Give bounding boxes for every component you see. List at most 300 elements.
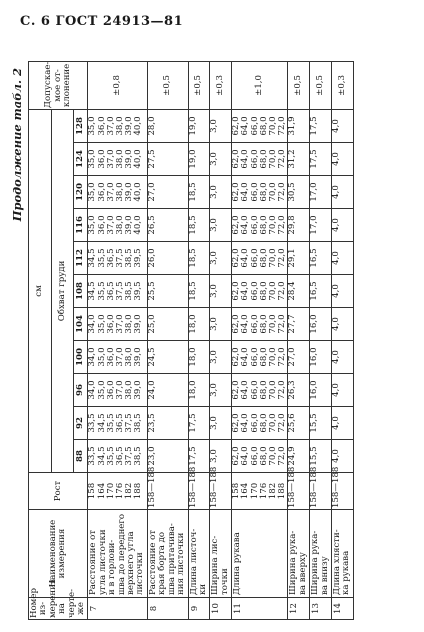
value-line: 36,0 bbox=[105, 347, 116, 367]
growth-value: 188 bbox=[133, 482, 144, 500]
value-cell bbox=[331, 209, 353, 242]
growth-value: 188 bbox=[277, 482, 288, 500]
value-cell bbox=[310, 341, 332, 374]
value-line: 16,5 bbox=[309, 281, 320, 301]
growth-cell bbox=[309, 466, 332, 510]
growth-value: 182 bbox=[267, 482, 278, 500]
value-line: 35,5 bbox=[96, 248, 107, 268]
value-cell bbox=[88, 209, 147, 242]
value-cell bbox=[88, 407, 147, 440]
tolerance-cell: ±0,5 bbox=[288, 61, 310, 109]
growth-cell bbox=[209, 466, 232, 510]
value-line: 62,0 bbox=[231, 149, 242, 169]
value-line: 66,0 bbox=[249, 248, 260, 268]
value-cell bbox=[232, 341, 288, 374]
value-line: 39,5 bbox=[133, 248, 144, 268]
value-line: 37,0 bbox=[105, 182, 116, 202]
growth-value: 164 bbox=[240, 482, 251, 500]
value-line: 31,9 bbox=[287, 116, 298, 136]
value-line: 31,2 bbox=[287, 149, 298, 169]
value-line: 38,5 bbox=[124, 248, 135, 268]
value-cell bbox=[210, 341, 232, 374]
value-cell bbox=[310, 308, 332, 341]
header-measure-number: Номер из-мерения на черте-же bbox=[29, 578, 87, 618]
value-line: 29,8 bbox=[287, 215, 298, 235]
value-line: 29,1 bbox=[287, 248, 298, 268]
value-line: 72,0 bbox=[277, 314, 288, 334]
value-line: 70,0 bbox=[267, 248, 278, 268]
value-line: 34,5 bbox=[87, 281, 98, 301]
value-cell bbox=[147, 176, 188, 209]
value-line: 70,0 bbox=[267, 215, 278, 235]
value-line: 33,5 bbox=[87, 446, 98, 466]
table-row bbox=[210, 61, 232, 619]
value-cell bbox=[188, 176, 210, 209]
value-line: 26,3 bbox=[287, 380, 298, 400]
value-line: 18,5 bbox=[187, 182, 198, 202]
growth-value: 158—188 bbox=[187, 466, 198, 508]
value-cell bbox=[288, 275, 310, 308]
size-header-cell: 128 bbox=[74, 109, 88, 142]
size-header-cell: 96 bbox=[74, 374, 88, 407]
value-line: 66,0 bbox=[249, 281, 260, 301]
value-line: 34,0 bbox=[87, 347, 98, 367]
value-line: 37,5 bbox=[124, 446, 135, 466]
growth-cell bbox=[88, 473, 147, 510]
value-line: 39,0 bbox=[124, 116, 135, 136]
value-cell bbox=[147, 242, 188, 275]
value-cell bbox=[88, 275, 147, 308]
page-header: С. 6 ГОСТ 24913—81 bbox=[20, 14, 184, 29]
growth-cell bbox=[187, 466, 210, 510]
value-line: 62,0 bbox=[231, 248, 242, 268]
value-line: 36,5 bbox=[115, 446, 126, 466]
value-line: 38,5 bbox=[133, 446, 144, 466]
value-line: 66,0 bbox=[249, 215, 260, 235]
value-line: 35,0 bbox=[96, 380, 107, 400]
value-cell bbox=[147, 374, 188, 407]
value-line: 4,0 bbox=[330, 416, 341, 430]
value-line: 25,6 bbox=[287, 413, 298, 433]
value-line: 4,0 bbox=[330, 383, 341, 397]
tolerance-cell: ±0,5 bbox=[188, 61, 210, 109]
value-line: 37,0 bbox=[105, 149, 116, 169]
value-line: 3,0 bbox=[209, 152, 220, 166]
value-line: 4,0 bbox=[330, 251, 341, 265]
value-line: 34,5 bbox=[96, 413, 107, 433]
value-line: 25,0 bbox=[146, 314, 157, 334]
value-line: 3,0 bbox=[209, 449, 220, 463]
value-cell bbox=[147, 275, 188, 308]
value-line: 24,9 bbox=[287, 446, 298, 466]
value-line: 62,0 bbox=[231, 380, 242, 400]
value-line: 66,0 bbox=[249, 380, 260, 400]
value-line: 3,0 bbox=[209, 383, 220, 397]
value-line: 18,5 bbox=[187, 281, 198, 301]
value-line: 18,0 bbox=[187, 347, 198, 367]
value-cell bbox=[232, 109, 288, 142]
value-line: 3,0 bbox=[209, 416, 220, 430]
value-cell bbox=[188, 242, 210, 275]
measure-name-line: Длина рукава bbox=[232, 532, 243, 595]
value-line: 17,5 bbox=[187, 413, 198, 433]
growth-value: 170 bbox=[105, 482, 116, 500]
value-line: 39,0 bbox=[124, 149, 135, 169]
value-cell bbox=[288, 341, 310, 374]
value-line: 36,5 bbox=[115, 413, 126, 433]
value-line: 39,0 bbox=[133, 347, 144, 367]
value-line: 37,0 bbox=[115, 380, 126, 400]
growth-cell bbox=[232, 473, 288, 510]
growth-cell bbox=[330, 466, 353, 510]
value-line: 37,0 bbox=[105, 215, 116, 235]
value-cell bbox=[210, 275, 232, 308]
value-cell bbox=[88, 143, 147, 176]
table-header-row bbox=[29, 61, 52, 619]
value-line: 68,0 bbox=[258, 215, 269, 235]
value-line: 24,5 bbox=[146, 347, 157, 367]
value-cell bbox=[331, 407, 353, 440]
value-line: 18,0 bbox=[187, 380, 198, 400]
value-line: 68,0 bbox=[258, 149, 269, 169]
value-cell bbox=[88, 109, 147, 142]
value-line: 62,0 bbox=[231, 446, 242, 466]
value-line: 68,0 bbox=[258, 380, 269, 400]
measure-name-line: верхнего угла bbox=[126, 531, 137, 595]
table-row bbox=[188, 61, 210, 619]
value-cell bbox=[331, 374, 353, 407]
value-cell bbox=[331, 242, 353, 275]
value-cell bbox=[188, 341, 210, 374]
tolerance-cell: ±0,3 bbox=[331, 61, 353, 109]
growth-value: 176 bbox=[258, 482, 269, 500]
value-line: 72,0 bbox=[277, 215, 288, 235]
measure-number-cell: 7 bbox=[88, 598, 147, 620]
value-line: 30,5 bbox=[287, 182, 298, 202]
tolerance-cell: ±0,8 bbox=[88, 61, 147, 109]
value-cell bbox=[147, 341, 188, 374]
value-cell bbox=[331, 176, 353, 209]
value-line: 64,0 bbox=[240, 347, 251, 367]
value-line: 17,0 bbox=[309, 182, 320, 202]
size-header-cell: 116 bbox=[74, 209, 88, 242]
value-line: 64,0 bbox=[240, 248, 251, 268]
value-line: 64,0 bbox=[240, 446, 251, 466]
growth-value: 158—188 bbox=[330, 466, 341, 508]
value-line: 28,4 bbox=[287, 281, 298, 301]
growth-value: 170 bbox=[249, 482, 260, 500]
value-cell bbox=[232, 407, 288, 440]
header-chest-girth: Обхват груди bbox=[51, 109, 74, 472]
growth-value: 158—188 bbox=[309, 466, 320, 508]
value-cell bbox=[331, 275, 353, 308]
value-line: 62,0 bbox=[231, 347, 242, 367]
value-line: 38,5 bbox=[133, 413, 144, 433]
value-line: 38,0 bbox=[124, 314, 135, 334]
value-cell bbox=[232, 374, 288, 407]
measure-name-line: шва притачива- bbox=[166, 523, 177, 595]
value-line: 15,5 bbox=[309, 446, 320, 466]
value-line: 26,0 bbox=[146, 248, 157, 268]
value-line: 18,5 bbox=[187, 215, 198, 235]
size-header-cell: 100 bbox=[74, 341, 88, 374]
size-header-cell: 112 bbox=[74, 242, 88, 275]
value-cell bbox=[232, 176, 288, 209]
measure-name-line: Ширина лис- bbox=[210, 535, 221, 595]
value-line: 35,0 bbox=[96, 347, 107, 367]
value-cell bbox=[210, 308, 232, 341]
value-line: 64,0 bbox=[240, 380, 251, 400]
value-line: 72,0 bbox=[277, 347, 288, 367]
value-cell bbox=[210, 374, 232, 407]
value-line: 72,0 bbox=[277, 380, 288, 400]
value-line: 70,0 bbox=[267, 413, 278, 433]
value-cell bbox=[210, 209, 232, 242]
value-line: 70,0 bbox=[267, 446, 278, 466]
value-line: 19,0 bbox=[187, 116, 198, 136]
value-line: 70,0 bbox=[267, 314, 278, 334]
measure-number-cell: 11 bbox=[232, 598, 288, 620]
value-cell bbox=[88, 374, 147, 407]
value-line: 16,5 bbox=[309, 248, 320, 268]
value-line: 27,5 bbox=[146, 149, 157, 169]
value-line: 68,0 bbox=[258, 446, 269, 466]
value-line: 66,0 bbox=[249, 149, 260, 169]
value-line: 37,5 bbox=[124, 413, 135, 433]
measure-name-line: угла листочки bbox=[97, 529, 108, 595]
table-continuation-label: Продолжение табл. 2 bbox=[10, 68, 24, 222]
value-cell bbox=[232, 143, 288, 176]
value-cell bbox=[188, 143, 210, 176]
value-line: 70,0 bbox=[267, 116, 278, 136]
value-cell bbox=[147, 109, 188, 142]
value-line: 26,5 bbox=[146, 215, 157, 235]
value-line: 64,0 bbox=[240, 149, 251, 169]
value-line: 62,0 bbox=[231, 182, 242, 202]
value-line: 23,0 bbox=[146, 446, 157, 466]
value-line: 34,0 bbox=[87, 314, 98, 334]
size-header-cell: 104 bbox=[74, 308, 88, 341]
measure-name-cell bbox=[331, 510, 353, 598]
growth-value: 158 bbox=[87, 482, 98, 500]
value-line: 3,0 bbox=[209, 251, 220, 265]
value-cell bbox=[331, 109, 353, 142]
growth-value: 158—188 bbox=[146, 466, 157, 508]
tolerance-cell: ±0,3 bbox=[210, 61, 232, 109]
value-line: 66,0 bbox=[249, 446, 260, 466]
value-line: 4,0 bbox=[330, 218, 341, 232]
size-header-cell: 88 bbox=[74, 440, 88, 473]
growth-cell bbox=[146, 466, 188, 510]
measure-name-cell bbox=[147, 510, 188, 598]
value-line: 17,0 bbox=[309, 215, 320, 235]
value-cell bbox=[210, 143, 232, 176]
value-line: 4,0 bbox=[330, 317, 341, 331]
measure-name-line: ки bbox=[197, 583, 208, 595]
value-line: 34,5 bbox=[96, 446, 107, 466]
value-line: 36,0 bbox=[105, 314, 116, 334]
measure-name-line: шва до переднего bbox=[116, 513, 127, 595]
measure-number-cell: 13 bbox=[310, 598, 332, 620]
growth-cell bbox=[287, 466, 310, 510]
value-cell bbox=[310, 209, 332, 242]
value-line: 38,0 bbox=[115, 116, 126, 136]
measure-name-line: ка рукава bbox=[341, 550, 352, 595]
value-cell bbox=[188, 209, 210, 242]
measure-name-cell bbox=[288, 510, 310, 598]
value-cell bbox=[331, 341, 353, 374]
value-line: 39,0 bbox=[133, 314, 144, 334]
value-line: 66,0 bbox=[249, 116, 260, 136]
value-line: 37,5 bbox=[115, 281, 126, 301]
header-tolerance: Допускае-мое от-клонение bbox=[29, 61, 88, 109]
value-line: 23,5 bbox=[146, 413, 157, 433]
size-header-cell: 92 bbox=[74, 407, 88, 440]
value-line: 66,0 bbox=[249, 413, 260, 433]
value-line: 40,0 bbox=[133, 116, 144, 136]
size-header-cell: 108 bbox=[74, 275, 88, 308]
value-line: 27,0 bbox=[287, 347, 298, 367]
value-line: 35,5 bbox=[105, 446, 116, 466]
value-line: 16,0 bbox=[309, 347, 320, 367]
measure-name-line: Длина хлясти- bbox=[331, 529, 342, 595]
value-line: 37,5 bbox=[115, 248, 126, 268]
value-cell bbox=[188, 275, 210, 308]
value-line: 68,0 bbox=[258, 182, 269, 202]
measurements-table bbox=[28, 61, 354, 620]
value-cell bbox=[232, 209, 288, 242]
rotated-page bbox=[10, 60, 410, 620]
value-cell bbox=[288, 407, 310, 440]
growth-value: 158 bbox=[231, 482, 242, 500]
measure-name-line: Длина листоч- bbox=[188, 528, 199, 595]
value-line: 39,0 bbox=[124, 215, 135, 235]
value-cell bbox=[288, 176, 310, 209]
value-cell bbox=[210, 109, 232, 142]
value-line: 72,0 bbox=[277, 281, 288, 301]
value-cell bbox=[210, 407, 232, 440]
value-line: 38,0 bbox=[124, 347, 135, 367]
value-line: 68,0 bbox=[258, 347, 269, 367]
value-cell bbox=[210, 176, 232, 209]
value-line: 3,0 bbox=[209, 350, 220, 364]
tolerance-cell: ±0,5 bbox=[310, 61, 332, 109]
growth-value: 158—188 bbox=[287, 466, 298, 508]
growth-value: 176 bbox=[115, 482, 126, 500]
value-line: 64,0 bbox=[240, 413, 251, 433]
tolerance-cell: ±1,0 bbox=[232, 61, 288, 109]
value-line: 64,0 bbox=[240, 314, 251, 334]
value-line: 40,0 bbox=[133, 215, 144, 235]
value-line: 35,0 bbox=[87, 149, 98, 169]
value-line: 62,0 bbox=[231, 215, 242, 235]
measure-name-line: Ширина рука- bbox=[288, 530, 299, 595]
measure-name-line: ва вверху bbox=[297, 552, 308, 595]
value-line: 36,0 bbox=[96, 182, 107, 202]
growth-value: 158—188 bbox=[209, 466, 220, 508]
value-line: 39,0 bbox=[133, 380, 144, 400]
value-line: 62,0 bbox=[231, 314, 242, 334]
value-line: 4,0 bbox=[330, 119, 341, 133]
value-line: 64,0 bbox=[240, 215, 251, 235]
value-line: 4,0 bbox=[330, 284, 341, 298]
value-cell bbox=[310, 374, 332, 407]
measure-name-line: точки bbox=[219, 568, 230, 595]
value-line: 18,5 bbox=[187, 248, 198, 268]
value-cell bbox=[288, 209, 310, 242]
growth-value: 164 bbox=[96, 482, 107, 500]
value-line: 70,0 bbox=[267, 182, 278, 202]
value-line: 36,0 bbox=[105, 380, 116, 400]
value-line: 4,0 bbox=[330, 350, 341, 364]
measure-number-cell: 14 bbox=[331, 598, 353, 620]
value-line: 66,0 bbox=[249, 347, 260, 367]
value-cell bbox=[188, 374, 210, 407]
value-line: 40,0 bbox=[133, 182, 144, 202]
value-line: 17,5 bbox=[187, 446, 198, 466]
measure-number-cell: 10 bbox=[210, 598, 232, 620]
value-line: 17,5 bbox=[309, 116, 320, 136]
value-line: 4,0 bbox=[330, 449, 341, 463]
value-cell bbox=[232, 275, 288, 308]
value-line: 3,0 bbox=[209, 284, 220, 298]
value-line: 36,0 bbox=[96, 116, 107, 136]
value-line: 36,5 bbox=[105, 248, 116, 268]
value-cell bbox=[210, 242, 232, 275]
value-line: 18,0 bbox=[187, 314, 198, 334]
value-line: 38,0 bbox=[124, 380, 135, 400]
value-line: 68,0 bbox=[258, 116, 269, 136]
value-cell bbox=[288, 242, 310, 275]
measure-number-cell: 8 bbox=[147, 598, 188, 620]
value-line: 36,0 bbox=[96, 215, 107, 235]
measure-name-line: Ширина рука- bbox=[310, 530, 321, 595]
value-line: 27,7 bbox=[287, 314, 298, 334]
value-line: 35,0 bbox=[87, 215, 98, 235]
table-row bbox=[310, 61, 332, 619]
table-row bbox=[288, 61, 310, 619]
value-cell bbox=[147, 209, 188, 242]
value-line: 70,0 bbox=[267, 149, 278, 169]
measure-name-line: ва внизу bbox=[319, 556, 330, 595]
value-line: 37,0 bbox=[115, 347, 126, 367]
value-line: 35,5 bbox=[105, 413, 116, 433]
value-cell bbox=[288, 109, 310, 142]
value-cell bbox=[310, 407, 332, 440]
value-line: 72,0 bbox=[277, 182, 288, 202]
value-cell bbox=[88, 242, 147, 275]
value-cell bbox=[232, 440, 288, 473]
value-line: 68,0 bbox=[258, 314, 269, 334]
value-line: 3,0 bbox=[209, 218, 220, 232]
value-line: 62,0 bbox=[231, 116, 242, 136]
value-line: 66,0 bbox=[249, 182, 260, 202]
value-line: 40,0 bbox=[133, 149, 144, 169]
value-line: 72,0 bbox=[277, 413, 288, 433]
value-line: 38,0 bbox=[115, 149, 126, 169]
value-cell bbox=[188, 407, 210, 440]
value-line: 3,0 bbox=[209, 119, 220, 133]
value-line: 33,5 bbox=[87, 413, 98, 433]
size-header-cell: 120 bbox=[74, 176, 88, 209]
value-line: 72,0 bbox=[277, 446, 288, 466]
measure-name-line: Расстояние от bbox=[147, 529, 158, 595]
value-line: 39,0 bbox=[124, 182, 135, 202]
value-line: 27,0 bbox=[146, 182, 157, 202]
value-line: 16,0 bbox=[309, 380, 320, 400]
value-cell bbox=[288, 308, 310, 341]
value-line: 38,0 bbox=[115, 182, 126, 202]
